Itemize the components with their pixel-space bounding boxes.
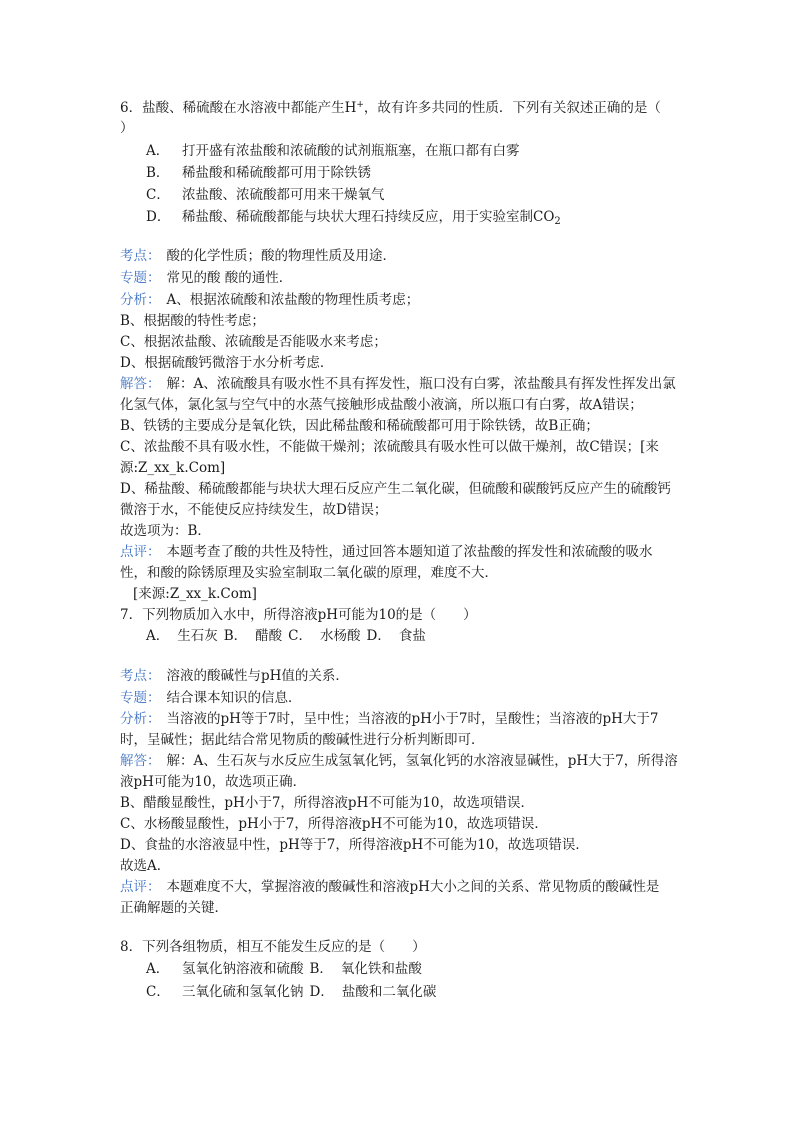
q6-dianping: 点评： 本题考查了酸的共性及特性，通过回答本题知道了浓盐酸的挥发性和浓硫酸的吸水 [120, 544, 653, 560]
q7-jieda-line: D、食盐的水溶液显中性，pH等于7，所得溶液pH不可能为10，故选项错误． [120, 837, 589, 853]
q6-option-c: C． 浓盐酸、浓硫酸都可用来干燥氧气 [146, 187, 385, 203]
q6-fenxi: 分析： A、根据浓硫酸和浓盐酸的物理性质考虑； [120, 292, 420, 308]
kaodian-label: 考点： [120, 668, 161, 684]
q7-jieda-line: C、水杨酸显酸性，pH小于7，所得溶液pH不可能为10，故选项错误． [120, 816, 548, 832]
q6-kaodian: 考点： 酸的化学性质；酸的物理性质及用途． [120, 248, 396, 264]
q7-jieda-line: B、醋酸显酸性，pH小于7，所得溶液pH不可能为10，故选项错误． [120, 795, 535, 811]
dianping-label: 点评： [120, 544, 161, 560]
q7-dianping: 点评： 本题难度不大，掌握溶液的酸碱性和溶液pH大小之间的关系、常见物质的酸碱性是 [120, 879, 660, 895]
q6-option-b: B． 稀盐酸和稀硫酸都可用于除铁锈 [146, 165, 371, 181]
fenxi-label: 分析： [120, 292, 161, 308]
kaodian-label: 考点： [120, 248, 161, 264]
dianping-label: 点评： [120, 879, 161, 895]
q8-options-row2 [146, 982, 436, 1002]
q7-option-b: B． 醋酸 [223, 628, 283, 644]
q6-fenxi-line: C、根据浓盐酸、浓硫酸是否能吸水来考虑； [120, 334, 387, 350]
q6-jieda-line: C、浓盐酸不具有吸水性，不能做干燥剂；浓硫酸具有吸水性可以做干燥剂，故C错误；[来 [120, 439, 659, 455]
q7-jieda: 解答： 解：A、生石灰与水反应生成氢氧化钙，氢氧化钙的水溶液显碱性，pH大于7，所得溶 [120, 753, 678, 769]
q7-dianping-line: 正确解题的关键． [120, 900, 228, 916]
q6-jieda-line: 源:Z_xx_k.Com] [120, 460, 226, 476]
q7-stem: 7．下列物质加入水中，所得溶液pH可能为10的是（ ） [120, 607, 477, 623]
fenxi-label: 分析： [120, 711, 161, 727]
q6-stem: 6．盐酸、稀硫酸在水溶液中都能产生H+，故有许多共同的性质．下列有关叙述正确的是（ [120, 100, 661, 116]
q6-jieda-line: D、稀盐酸、稀硫酸都能与块状大理石反应产生二氧化碳，但硫酸和碳酸钙反应产生的硫酸钙 [120, 481, 671, 497]
q8-option-b: B． 氧化铁和盐酸 [309, 961, 422, 977]
q6-stem-end: ） [120, 120, 134, 136]
q8-option-a: A． 氢氧化钠溶液和硫酸 [146, 961, 304, 977]
q8-option-d: D． 盐酸和二氧化碳 [309, 984, 437, 1000]
q6-option-a: A． 打开盛有浓盐酸和浓硫酸的试剂瓶瓶塞，在瓶口都有白雾 [146, 143, 520, 159]
q7-fenxi-line: 时，呈碱性；据此结合常见物质的酸碱性进行分析判断即可． [120, 732, 485, 748]
q7-option-a: A． 生石灰 [146, 628, 218, 644]
q7-fenxi: 分析： 当溶液的pH等于7时，呈中性；当溶液的pH小于7时，呈酸性；当溶液的pH大于7 [120, 711, 659, 727]
q7-options [146, 626, 426, 646]
q7-option-c: C． 水杨酸 [288, 628, 361, 644]
q6-zhuanti: 专题： 常见的酸 酸的通性． [120, 270, 293, 286]
q6-source: [来源:Z_xx_k.Com] [133, 586, 257, 602]
q8-options-row1 [146, 959, 422, 979]
zhuanti-label: 专题： [120, 690, 161, 706]
q7-jieda-line: 液pH可能为10，故选项正确． [120, 774, 307, 790]
q6-jieda-line: B、铁锈的主要成分是氧化铁，因此稀盐酸和稀硫酸都可用于除铁锈，故B正确； [120, 418, 599, 434]
q7-zhuanti: 专题： 结合课本知识的信息． [120, 690, 302, 706]
q7-kaodian: 考点： 溶液的酸碱性与pH值的关系． [120, 668, 349, 684]
q6-option-d: D． 稀盐酸、稀硫酸都能与块状大理石持续反应，用于实验室制$CO_2$ [146, 209, 561, 227]
q6-jieda: 解答： 解：A、浓硫酸具有吸水性不具有挥发性，瓶口没有白雾，浓盐酸具有挥发性挥发出氯 [120, 376, 676, 392]
q7-option-d: D． 食盐 [366, 628, 426, 644]
q6-jieda-line: 微溶于水，不能使反应持续发生，故D错误； [120, 502, 388, 518]
jieda-label: 解答： [120, 753, 161, 769]
q7-jieda-line: 故选A． [120, 858, 171, 874]
q8-option-c: C． 三氧化硫和氢氧化钠 [146, 984, 304, 1000]
q6-jieda-line: 故选项为：B． [120, 523, 211, 539]
zhuanti-label: 专题： [120, 270, 161, 286]
jieda-label: 解答： [120, 376, 161, 392]
q6-fenxi-line: B、根据酸的特性考虑； [120, 313, 265, 329]
q6-fenxi-line: D、根据硫酸钙微溶于水分析考虑． [120, 355, 334, 371]
q6-dianping-line: 性，和酸的除锈原理及实验室制取二氧化碳的原理，难度不大． [120, 565, 498, 581]
q8-stem: 8．下列各组物质，相互不能发生反应的是（ ） [120, 939, 426, 955]
q6-jieda-line: 化氢气体，氯化氢与空气中的水蒸气接触形成盐酸小液滴，所以瓶口有白雾，故A错误； [120, 397, 643, 413]
